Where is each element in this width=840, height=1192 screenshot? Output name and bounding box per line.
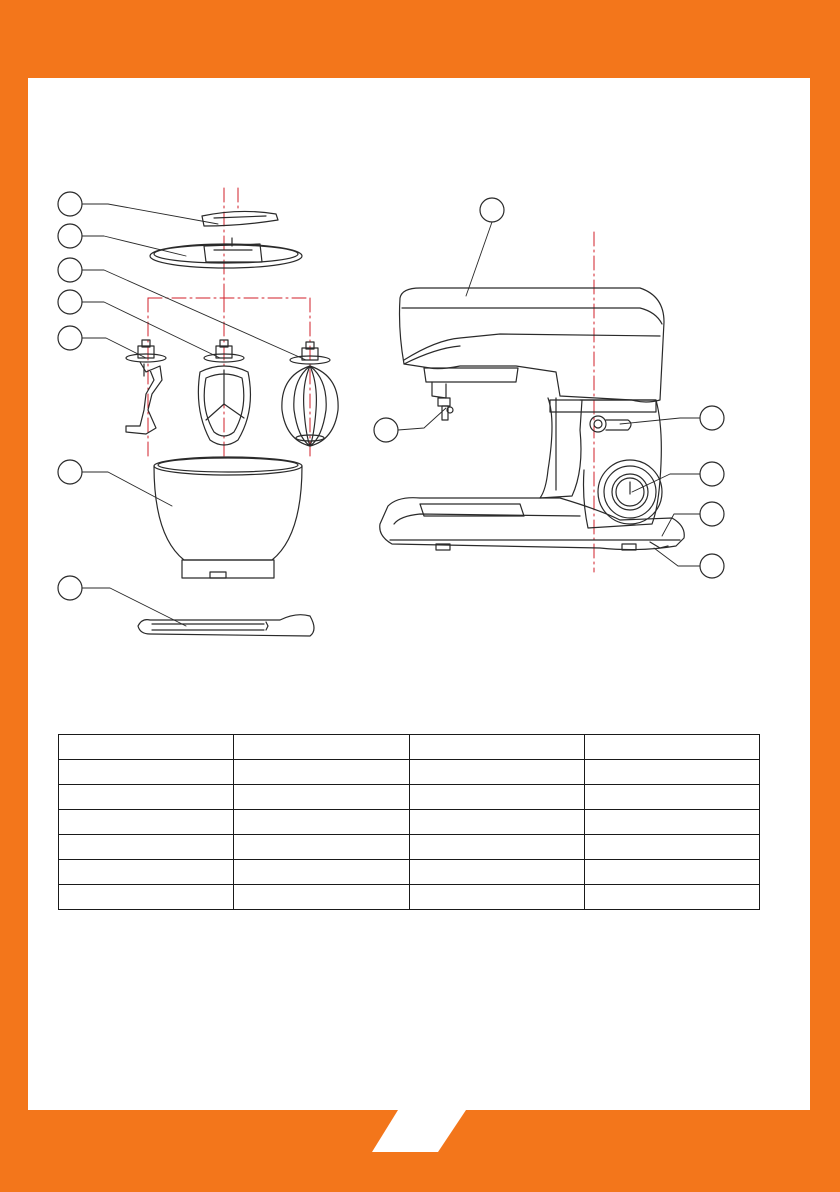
spatula	[138, 615, 314, 636]
table-cell	[584, 885, 759, 910]
dough-hook	[126, 340, 166, 434]
table-cell	[234, 785, 409, 810]
table-cell	[59, 835, 234, 860]
parts-table	[58, 734, 760, 910]
table-cell	[409, 860, 584, 885]
table-row	[59, 785, 760, 810]
table-cell	[409, 835, 584, 860]
table-cell	[584, 735, 759, 760]
table-cell	[584, 760, 759, 785]
table-cell	[234, 835, 409, 860]
table-cell	[409, 735, 584, 760]
table-row	[59, 835, 760, 860]
stand-mixer	[380, 288, 685, 550]
table-cell	[234, 735, 409, 760]
table-cell	[59, 735, 234, 760]
table-cell	[409, 885, 584, 910]
table-row	[59, 860, 760, 885]
table-row	[59, 885, 760, 910]
table-cell	[584, 810, 759, 835]
table-cell	[234, 885, 409, 910]
mixing-bowl	[154, 457, 302, 578]
table-cell	[59, 760, 234, 785]
table-cell	[409, 785, 584, 810]
callout-circles-right	[374, 198, 724, 578]
table-cell	[584, 835, 759, 860]
table-cell	[59, 885, 234, 910]
table-cell	[584, 860, 759, 885]
table-row	[59, 735, 760, 760]
callout-circles-left	[58, 192, 82, 600]
table-cell	[234, 810, 409, 835]
table-cell	[234, 860, 409, 885]
table-cell	[59, 810, 234, 835]
table-row	[59, 810, 760, 835]
splash-guard-hatch	[202, 211, 278, 226]
table-cell	[409, 810, 584, 835]
table-cell	[59, 785, 234, 810]
table-cell	[409, 760, 584, 785]
table-row	[59, 760, 760, 785]
table-cell	[59, 860, 234, 885]
table-cell	[234, 760, 409, 785]
table-cell	[584, 785, 759, 810]
